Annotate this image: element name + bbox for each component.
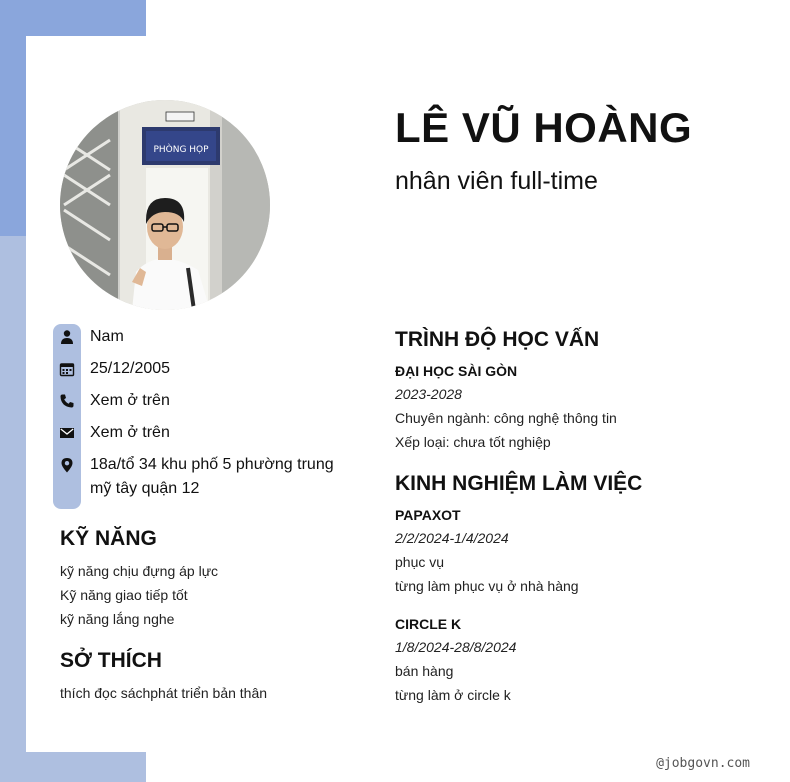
skill-item: kỹ năng chịu đựng áp lực	[60, 563, 219, 579]
hobbies-text: thích đọc sáchphát triển bản thân	[60, 685, 268, 701]
education-heading: TRÌNH ĐỘ HỌC VẤN	[395, 328, 600, 351]
job-company: PAPAXOT	[395, 507, 461, 523]
skill-item: kỹ năng lắng nghe	[60, 611, 175, 627]
job-period: 1/8/2024-28/8/2024	[395, 639, 517, 655]
job-role: bán hàng	[395, 663, 454, 679]
education-rank: Xếp loại: chưa tốt nghiệp	[395, 434, 551, 450]
skill-item: Kỹ năng giao tiếp tốt	[60, 587, 188, 603]
contact-birthday	[53, 358, 353, 381]
education-period: 2023-2028	[395, 386, 462, 402]
phone-icon	[53, 390, 81, 412]
job-role: phục vụ	[395, 554, 445, 570]
experience-heading: KINH NGHIỆM LÀM VIỆC	[395, 472, 643, 495]
hobbies-heading: SỞ THÍCH	[60, 649, 162, 672]
watermark: @jobgovn.com	[656, 756, 750, 771]
job-period: 2/2/2024-1/4/2024	[395, 530, 509, 546]
mail-icon	[53, 422, 81, 444]
phone-value: Xem ở trên	[90, 392, 170, 409]
contact-email	[53, 422, 353, 445]
contact-address	[53, 454, 353, 501]
address-value: 18a/tổ 34 khu phố 5 phường trung mỹ tây quận 12	[90, 456, 334, 497]
birthday-value: 25/12/2005	[90, 360, 171, 377]
profile-photo	[60, 100, 270, 310]
gender-value: Nam	[90, 328, 124, 345]
contact-gender	[53, 326, 353, 349]
calendar-icon	[53, 358, 81, 380]
person-icon	[53, 326, 81, 348]
email-value: Xem ở trên	[90, 424, 170, 441]
education-school: ĐẠI HỌC SÀI GÒN	[395, 363, 518, 379]
full-name: LÊ VŨ HOÀNG	[395, 104, 693, 151]
contact-phone	[53, 390, 353, 413]
skills-heading: KỸ NĂNG	[60, 527, 157, 550]
job-description: từng làm phục vụ ở nhà hàng	[395, 578, 579, 594]
door-sign-text: PHÒNG HỌP	[153, 145, 209, 155]
job-title: nhân viên full-time	[395, 167, 598, 195]
education-major: Chuyên ngành: công nghệ thông tin	[395, 410, 617, 426]
job-description: từng làm ở circle k	[395, 687, 511, 703]
job-company: CIRCLE K	[395, 616, 462, 632]
location-pin-icon	[53, 454, 81, 476]
